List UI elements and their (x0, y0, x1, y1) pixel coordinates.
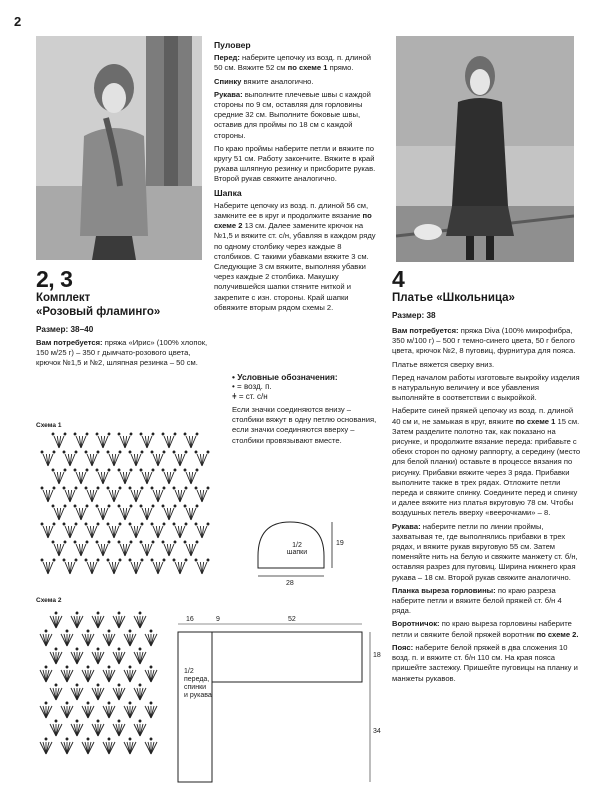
pullover-front-text-b: прямо. (329, 63, 354, 73)
chain-mark (85, 559, 87, 561)
project1-header (36, 266, 212, 369)
chain-mark (75, 451, 77, 453)
chain-mark (118, 541, 120, 543)
hat-diagram (252, 516, 348, 594)
hat-height: 19 (336, 540, 344, 547)
project1-title-line2: «Розовый фламинго» (36, 305, 161, 318)
chain-mark (150, 666, 152, 668)
chain-mark (75, 523, 77, 525)
pullover-sleeve-label: Рукава: (214, 89, 243, 99)
project2-collar (392, 619, 582, 639)
chain-mark (85, 451, 87, 453)
legend (232, 372, 378, 446)
scheme2-diagram (36, 608, 166, 758)
chain-stitch-icon: • (232, 382, 235, 391)
pullover-heading: Пуловер (214, 40, 251, 50)
pullover-back (214, 77, 378, 87)
chain-mark (96, 541, 98, 543)
chain-mark (173, 559, 175, 561)
legend-item2: = ст. с/н (238, 392, 268, 401)
chain-mark (97, 612, 99, 614)
chain-mark (129, 559, 131, 561)
chain-mark (52, 505, 54, 507)
chain-mark (74, 469, 76, 471)
chain-mark (174, 541, 176, 543)
chain-mark (96, 469, 98, 471)
chain-mark (97, 523, 99, 525)
chain-mark (53, 487, 55, 489)
legend-title-text: Условные обозначения: (237, 372, 338, 382)
chain-mark (196, 433, 198, 435)
chain-mark (129, 523, 131, 525)
pullover-sleeve-2: По краю проймы наберите петли и вяжите по кругу 51 см. Работу закончите. Вяжите в край рукава шляпную резинку и присборите рукав. Второй рукав свяжите аналогично. (214, 143, 376, 184)
chain-mark (163, 523, 165, 525)
chain-mark (141, 523, 143, 525)
project2-collar-label: Воротничок: (392, 619, 440, 629)
scheme2-label: Схема 2 (36, 597, 62, 604)
chain-mark (66, 666, 68, 668)
chain-mark (52, 541, 54, 543)
chain-mark (55, 648, 57, 650)
chain-mark (63, 559, 65, 561)
chain-mark (108, 666, 110, 668)
pattern-dim-c: 52 (288, 616, 296, 623)
chain-mark (45, 666, 47, 668)
project2-p2: Перед началом работы изготовьте выкройку изделия в натуральную величину и все убавления выполняйте в соответствии с выкройкой. (392, 372, 580, 403)
chain-mark (150, 738, 152, 740)
chain-mark (87, 666, 89, 668)
chain-mark (184, 541, 186, 543)
chain-mark (64, 469, 66, 471)
project2-placket-label: Планка выреза горловины: (392, 585, 496, 595)
pullover-sleeve (214, 90, 378, 141)
project2-materials-text: пряжа Diva (100% микрофибра, 350 м/100 г) – 500 г темно-синего цвета, 50 г белого цвета, крючок №2, 8 пуговиц, фурнитура для пояса. (392, 326, 576, 356)
hat-label-2: шапки (286, 549, 308, 556)
project2-number: 4 (392, 266, 405, 292)
chain-mark (152, 469, 154, 471)
chain-mark (108, 738, 110, 740)
chain-mark (64, 433, 66, 435)
chain-mark (66, 630, 68, 632)
project2-belt-text: наберите белой пряжей в два сложения 10 возд. п. и вяжите ст. б/н 110 см. На края пояса пришейте застежку. Пришейте пуговицы на планку и манжеты рукавов. (392, 642, 578, 683)
chain-mark (53, 451, 55, 453)
chain-mark (163, 487, 165, 489)
chain-mark (118, 469, 120, 471)
pattern-label (184, 668, 212, 700)
chain-mark (118, 684, 120, 686)
chain-mark (118, 433, 120, 435)
chain-mark (108, 505, 110, 507)
project1-title-line1: Комплект (36, 292, 91, 304)
chain-mark (55, 720, 57, 722)
chain-mark (173, 523, 175, 525)
chain-mark (85, 523, 87, 525)
chain-mark (151, 523, 153, 525)
project1-materials-label: Вам потребуется: (36, 338, 103, 347)
chain-mark (140, 433, 142, 435)
chain-mark (97, 487, 99, 489)
pattern-label-1: 1/2 (184, 668, 194, 675)
chain-mark (97, 559, 99, 561)
pullover-front-scheme: по схеме 1 (287, 63, 328, 73)
legend-item1: = возд. п. (237, 382, 272, 391)
chain-mark (207, 523, 209, 525)
chain-mark (52, 469, 54, 471)
chain-mark (107, 487, 109, 489)
chain-mark (207, 451, 209, 453)
project2-sleeve-text: наберите петли по линии проймы, захватывая те, где выполнялись прибавки в трех рядах, и вяжите рукав вкруговую 55 см. Затем поменяйте нить на белую и свяжите манжету ст. б/н, оставляя разрез для пуговиц. Ширина нижнего края рукава – 18 см. Второй рукав свяжите аналогично. (392, 521, 578, 582)
project2-header (392, 266, 582, 320)
project2-belt (392, 643, 582, 684)
pattern-dim-b: 9 (216, 616, 220, 623)
chain-mark (173, 451, 175, 453)
chain-mark (151, 559, 153, 561)
scheme1-diagram (36, 432, 218, 578)
project2-collar-scheme: по схеме 2. (536, 629, 579, 639)
chain-mark (150, 702, 152, 704)
chain-mark (162, 469, 164, 471)
photo-school-dress (396, 36, 574, 262)
chain-mark (97, 720, 99, 722)
legend-item-dc (232, 392, 378, 402)
chain-mark (45, 630, 47, 632)
pattern-label-4: и рукава (184, 692, 212, 699)
project2-placket-text: по краю разреза наберите петли и вяжите белой пряжей ст. б/н 4 ряда. (392, 585, 562, 616)
project2-collar-text: по краю выреза горловины наберите петли и свяжите белой пряжей воротник (392, 619, 572, 639)
chain-mark (152, 433, 154, 435)
project2-p3 (392, 406, 582, 518)
chain-mark (130, 433, 132, 435)
chain-mark (41, 451, 43, 453)
project2-p3-scheme: по схеме 1 (515, 416, 556, 426)
legend-dot-icon: • (232, 372, 235, 382)
chain-mark (86, 433, 88, 435)
chain-mark (107, 559, 109, 561)
chain-mark (151, 451, 153, 453)
scheme1-chart (36, 432, 218, 578)
chain-mark (129, 451, 131, 453)
chain-mark (41, 487, 43, 489)
chain-mark (87, 702, 89, 704)
chain-mark (119, 559, 121, 561)
pattern-dim-a: 16 (186, 616, 194, 623)
chain-mark (152, 505, 154, 507)
project2-materials (392, 326, 582, 357)
chain-mark (53, 559, 55, 561)
chain-mark (195, 487, 197, 489)
chain-mark (45, 738, 47, 740)
chain-mark (130, 541, 132, 543)
chain-mark (118, 612, 120, 614)
chain-mark (119, 523, 121, 525)
chain-mark (151, 487, 153, 489)
chain-mark (76, 612, 78, 614)
pullover-hat-column (214, 40, 378, 316)
chain-mark (196, 505, 198, 507)
chain-mark (129, 702, 131, 704)
project1-materials-text: пряжа «Ирис» (100% хлопок, 150 м/25 г) – 350 г дымчато-розового цвета, крючок №1,5 и №2, шляпная резинка – 50 см. (36, 338, 208, 368)
chain-mark (162, 541, 164, 543)
hat-scheme: по схеме 2 (214, 211, 372, 231)
chain-mark (97, 648, 99, 650)
chain-mark (41, 523, 43, 525)
chain-mark (76, 684, 78, 686)
pattern-label-3: спинки (184, 684, 207, 691)
pullover-sleeve-text: выполните плечевые швы с каждой стороны по 9 см, оставляя для горловины средние 32 см. Выполните боковые швы, оставив для проймы по 18 см с каждой стороны. (214, 89, 371, 140)
chain-mark (140, 541, 142, 543)
chain-mark (108, 630, 110, 632)
chain-mark (163, 451, 165, 453)
chain-mark (129, 630, 131, 632)
chain-mark (207, 487, 209, 489)
chain-mark (173, 487, 175, 489)
chain-mark (129, 738, 131, 740)
chain-mark (107, 523, 109, 525)
pullover-front-text-a: наберите цепочку из возд. п. длиной 50 см. Вяжите 52 см (214, 53, 372, 73)
chain-mark (162, 505, 164, 507)
chain-mark (119, 451, 121, 453)
project2-title: Платье «Школьница» (392, 292, 515, 304)
chain-mark (119, 487, 121, 489)
chain-mark (108, 541, 110, 543)
chain-mark (74, 505, 76, 507)
hat-label-1: 1/2 (292, 542, 302, 549)
hat-width: 28 (286, 580, 294, 587)
chain-mark (195, 451, 197, 453)
project2-p3b: 15 см. Затем разделите полотно так, как показано на рисунке, и продолжите вязание переда: прибавьте с обеих сторон по одному раппорту, а середину (место для белой планки) оставьте в процессе вязания по рисунку. Прибавки вяжите через 3 ряда. Прибавки выполните также в трех рядах. Отложите петли переда и свяжите спинку. Соедините перед и спинку и далее вяжите низ платья вкруговую 78 см. Чтобы воздушных петель вверху «веерочками» – 8. (392, 416, 581, 518)
chain-mark (74, 433, 76, 435)
chain-mark (207, 559, 209, 561)
page-number: 2 (14, 14, 22, 29)
chain-mark (152, 541, 154, 543)
chain-mark (63, 451, 65, 453)
chain-mark (140, 469, 142, 471)
chain-mark (195, 523, 197, 525)
chain-mark (66, 702, 68, 704)
chain-mark (196, 541, 198, 543)
chain-mark (139, 612, 141, 614)
chain-mark (185, 559, 187, 561)
project1-number: 2, 3 (36, 266, 73, 292)
chain-mark (185, 523, 187, 525)
chain-mark (174, 433, 176, 435)
chain-mark (86, 505, 88, 507)
chain-mark (139, 684, 141, 686)
chain-mark (129, 666, 131, 668)
hat-text-a: Наберите цепочку из возд. п. длиной 56 см, замкните ее в круг и продолжите вязание (214, 200, 369, 221)
chain-mark (96, 433, 98, 435)
legend-note: Если значки соединяются внизу – столбики вяжут в одну петлю основания, если значки соединяются вверху – столбики провязывают вместе. (232, 405, 377, 445)
chain-mark (130, 505, 132, 507)
chain-mark (196, 469, 198, 471)
chain-mark (85, 487, 87, 489)
chain-mark (150, 630, 152, 632)
chain-mark (163, 559, 165, 561)
pullover-front-label: Перед: (214, 53, 240, 63)
pattern-diagram (174, 618, 384, 788)
pullover-front (214, 53, 378, 73)
chain-mark (184, 505, 186, 507)
hat-heading: Шапка (214, 187, 242, 198)
project2-sleeve-label: Рукава: (392, 521, 421, 531)
chain-mark (87, 738, 89, 740)
hat-text (214, 201, 378, 313)
chain-mark (141, 487, 143, 489)
project2-placket (392, 586, 582, 617)
hat-label (282, 542, 312, 556)
project2-sleeve (392, 522, 582, 583)
chain-mark (139, 648, 141, 650)
pattern-shape (174, 618, 384, 788)
chain-mark (97, 684, 99, 686)
project1-size: Размер: 38–40 (36, 325, 94, 334)
chain-mark (64, 505, 66, 507)
pattern-dim-d: 18 (373, 652, 381, 659)
chain-mark (108, 702, 110, 704)
chain-mark (107, 451, 109, 453)
project1-materials (36, 338, 212, 369)
hat-text-b: 13 см. Далее замените крючок на №1,5 и вяжите ст. с/н, убавляя в каждом ряду по одному столбику через каждые 8 столбиков. С такими убавками вяжите 3 см. Следующие 3 см вяжите, выполняя убавки через каждые 2 столбика. Макушку получившейся шапки стяните ниткой и закрепите с изн. стороны. Край шапки обвяжите вторым рядом схемы 2. (214, 221, 376, 312)
chain-mark (96, 505, 98, 507)
chain-mark (66, 738, 68, 740)
legend-item-chain (232, 382, 378, 392)
chain-mark (86, 541, 88, 543)
chain-mark (118, 505, 120, 507)
pullover-back-text: вяжите аналогично. (243, 76, 314, 86)
pattern-dim-e: 34 (373, 728, 381, 735)
project2-belt-label: Пояс: (392, 642, 414, 652)
chain-mark (141, 559, 143, 561)
chain-mark (184, 469, 186, 471)
project2-materials-label: Вам потребуется: (392, 326, 459, 335)
chain-mark (141, 451, 143, 453)
scheme1-label: Схема 1 (36, 422, 62, 429)
scheme2-chart (36, 608, 166, 758)
project2-column (392, 326, 582, 687)
chain-mark (75, 559, 77, 561)
chain-mark (41, 559, 43, 561)
chain-mark (75, 487, 77, 489)
pattern-label-2: переда, (184, 676, 210, 683)
chain-mark (63, 523, 65, 525)
chain-mark (108, 469, 110, 471)
project2-size: Размер: 38 (392, 310, 436, 320)
chain-mark (140, 505, 142, 507)
legend-title (232, 372, 378, 382)
photo-dress-image (396, 36, 574, 262)
chain-mark (74, 541, 76, 543)
chain-mark (185, 487, 187, 489)
chain-mark (86, 469, 88, 471)
chain-mark (185, 451, 187, 453)
photo-flamingo-set (36, 36, 202, 260)
pullover-back-label: Спинку (214, 76, 242, 86)
chain-mark (52, 433, 54, 435)
chain-mark (130, 469, 132, 471)
chain-mark (53, 523, 55, 525)
project2-p3a: Наберите синей пряжей цепочку из возд. п. длиной 40 см и, не замыкая в круг, вяжите (392, 406, 574, 426)
chain-mark (97, 451, 99, 453)
chain-mark (55, 684, 57, 686)
chain-mark (55, 612, 57, 614)
chain-mark (139, 720, 141, 722)
chain-mark (174, 505, 176, 507)
chain-mark (118, 648, 120, 650)
chain-mark (162, 433, 164, 435)
chain-mark (174, 469, 176, 471)
chain-mark (129, 487, 131, 489)
chain-mark (76, 720, 78, 722)
chain-mark (76, 648, 78, 650)
chain-mark (108, 433, 110, 435)
chain-mark (118, 720, 120, 722)
photo-flamingo-image (36, 36, 202, 260)
chain-mark (45, 702, 47, 704)
project2-p1: Платье вяжется сверху вниз. (392, 359, 495, 369)
chain-mark (87, 630, 89, 632)
chain-mark (63, 487, 65, 489)
chain-mark (64, 541, 66, 543)
chain-mark (195, 559, 197, 561)
chain-mark (184, 433, 186, 435)
double-crochet-icon: ǂ (232, 392, 237, 401)
